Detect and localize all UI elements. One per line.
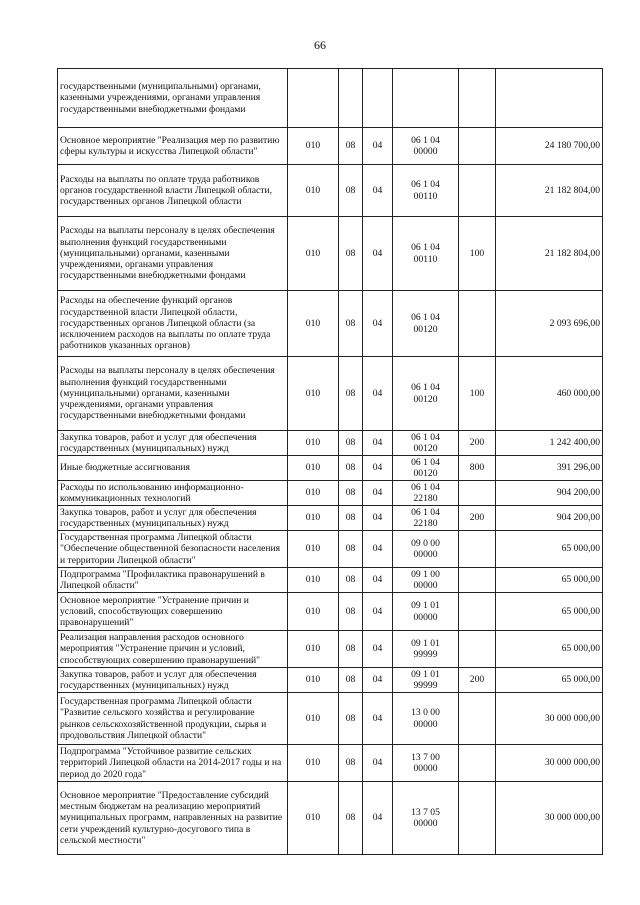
page-number: 66 — [314, 38, 326, 52]
amount: 904 200,00 — [496, 506, 603, 531]
subsection-code: 04 — [363, 431, 393, 456]
target-code: 06 1 04 00120 — [393, 291, 459, 357]
table-row — [58, 745, 603, 782]
amount: 65 000,00 — [496, 568, 603, 593]
expense-type-code: 100 — [459, 217, 496, 291]
section-code: 08 — [339, 593, 363, 631]
ministry-code: 010 — [288, 456, 339, 481]
amount: 24 180 700,00 — [496, 128, 603, 165]
table-row — [58, 217, 603, 291]
table-row — [58, 693, 603, 745]
target-code: 13 7 05 00000 — [393, 782, 459, 855]
target-code: 06 1 04 22180 — [393, 506, 459, 531]
row-name: Иные бюджетные ассигнования — [58, 456, 288, 481]
target-code — [393, 69, 459, 128]
row-name: Основное мероприятие "Предоставление субсидий местным бюджетам на реализацию мероприятий муниципальных программ, направленных на развитие сети учреждений культурно-досугового типа в сельской местности" — [58, 782, 288, 855]
subsection-code: 04 — [363, 357, 393, 431]
target-code: 06 1 04 00120 — [393, 431, 459, 456]
row-name: Основное мероприятие "Реализация мер по развитию сферы культуры и искусства Липецкой области" — [58, 128, 288, 165]
ministry-code: 010 — [288, 165, 339, 217]
section-code: 08 — [339, 668, 363, 693]
subsection-code: 04 — [363, 668, 393, 693]
row-name: Основное мероприятие "Устранение причин и условий, способствующих совершению правонарушений" — [58, 593, 288, 631]
expense-type-code — [459, 593, 496, 631]
expense-type-code — [459, 568, 496, 593]
table-row — [58, 568, 603, 593]
section-code: 08 — [339, 506, 363, 531]
ministry-code: 010 — [288, 568, 339, 593]
ministry-code: 010 — [288, 217, 339, 291]
subsection-code: 04 — [363, 782, 393, 855]
expense-type-code — [459, 531, 496, 568]
table-row — [58, 357, 603, 431]
target-code: 09 1 00 00000 — [393, 568, 459, 593]
section-code: 08 — [339, 165, 363, 217]
expense-type-code — [459, 165, 496, 217]
ministry-code: 010 — [288, 668, 339, 693]
row-name: Государственная программа Липецкой области "Обеспечение общественной безопасности населения и территории Липецкой области" — [58, 531, 288, 568]
section-code: 08 — [339, 128, 363, 165]
target-code: 06 1 04 00120 — [393, 456, 459, 481]
section-code: 08 — [339, 481, 363, 506]
ministry-code: 010 — [288, 506, 339, 531]
expense-type-code — [459, 69, 496, 128]
amount: 21 182 804,00 — [496, 217, 603, 291]
subsection-code: 04 — [363, 165, 393, 217]
row-name: Реализация направления расходов основного мероприятия "Устранение причин и условий, способствующих совершению правонарушений" — [58, 631, 288, 668]
ministry-code: 010 — [288, 593, 339, 631]
ministry-code: 010 — [288, 357, 339, 431]
target-code: 09 0 00 00000 — [393, 531, 459, 568]
row-name: Расходы на обеспечение функций органов государственной власти Липецкой области, государственных органов Липецкой области (за исключением расходов на выплаты по оплате труда работников указанных органов) — [58, 291, 288, 357]
ministry-code — [288, 69, 339, 128]
subsection-code: 04 — [363, 745, 393, 782]
target-code: 06 1 04 00000 — [393, 128, 459, 165]
amount: 65 000,00 — [496, 593, 603, 631]
amount: 65 000,00 — [496, 531, 603, 568]
section-code: 08 — [339, 631, 363, 668]
target-code: 09 1 01 99999 — [393, 668, 459, 693]
amount: 30 000 000,00 — [496, 745, 603, 782]
row-name: Государственная программа Липецкой области "Развитие сельского хозяйства и регулирование рынков сельскохозяйственной продукции, сырья и продовольствия Липецкой области" — [58, 693, 288, 745]
section-code: 08 — [339, 693, 363, 745]
section-code: 08 — [339, 456, 363, 481]
table-row — [58, 481, 603, 506]
table-row — [58, 128, 603, 165]
table-row — [58, 291, 603, 357]
amount: 30 000 000,00 — [496, 693, 603, 745]
amount: 21 182 804,00 — [496, 165, 603, 217]
ministry-code: 010 — [288, 631, 339, 668]
row-name: Закупка товаров, работ и услуг для обеспечения государственных (муниципальных) нужд — [58, 668, 288, 693]
section-code: 08 — [339, 431, 363, 456]
row-name: Расходы на выплаты персоналу в целях обеспечения выполнения функций государственными (муниципальными) органами, казенными учреждениями, органами управления государственными внебюджетными фондами — [58, 357, 288, 431]
row-name: Расходы на выплаты по оплате труда работников органов государственной власти Липецкой области, государственных органов Липецкой области — [58, 165, 288, 217]
section-code — [339, 69, 363, 128]
amount — [496, 69, 603, 128]
subsection-code: 04 — [363, 456, 393, 481]
expense-type-code: 200 — [459, 506, 496, 531]
subsection-code: 04 — [363, 217, 393, 291]
table-row — [58, 631, 603, 668]
expense-type-code — [459, 481, 496, 506]
row-name: Расходы на выплаты персоналу в целях обеспечения выполнения функций государственными (муниципальными) органами, казенными учреждениями, органами управления государственными внебюджетными фондами — [58, 217, 288, 291]
expense-type-code — [459, 631, 496, 668]
amount: 65 000,00 — [496, 668, 603, 693]
target-code: 13 0 00 00000 — [393, 693, 459, 745]
expense-type-code — [459, 128, 496, 165]
expense-type-code — [459, 291, 496, 357]
amount: 65 000,00 — [496, 631, 603, 668]
amount: 2 093 696,00 — [496, 291, 603, 357]
amount: 904 200,00 — [496, 481, 603, 506]
target-code: 09 1 01 99999 — [393, 631, 459, 668]
ministry-code: 010 — [288, 745, 339, 782]
row-name: государственными (муниципальными) органами, казенными учреждениями, органами управления государственными внебюджетными фондами — [58, 69, 288, 128]
subsection-code — [363, 69, 393, 128]
table-row — [58, 456, 603, 481]
ministry-code: 010 — [288, 693, 339, 745]
amount: 30 000 000,00 — [496, 782, 603, 855]
subsection-code: 04 — [363, 531, 393, 568]
expense-type-code: 200 — [459, 431, 496, 456]
ministry-code: 010 — [288, 481, 339, 506]
section-code: 08 — [339, 217, 363, 291]
target-code: 06 1 04 00110 — [393, 217, 459, 291]
ministry-code: 010 — [288, 291, 339, 357]
table-row — [58, 668, 603, 693]
subsection-code: 04 — [363, 568, 393, 593]
expense-type-code: 100 — [459, 357, 496, 431]
expense-type-code — [459, 693, 496, 745]
table-row — [58, 431, 603, 456]
table-row — [58, 782, 603, 855]
row-name: Подпрограмма "Профилактика правонарушений в Липецкой области" — [58, 568, 288, 593]
target-code: 06 1 04 00110 — [393, 165, 459, 217]
section-code: 08 — [339, 357, 363, 431]
subsection-code: 04 — [363, 128, 393, 165]
amount: 460 000,00 — [496, 357, 603, 431]
expense-type-code: 200 — [459, 668, 496, 693]
subsection-code: 04 — [363, 506, 393, 531]
target-code: 06 1 04 00120 — [393, 357, 459, 431]
row-name: Закупка товаров, работ и услуг для обеспечения государственных (муниципальных) нужд — [58, 431, 288, 456]
row-name: Закупка товаров, работ и услуг для обеспечения государственных (муниципальных) нужд — [58, 506, 288, 531]
table-row — [58, 69, 603, 128]
row-name: Расходы по использованию информационно-коммуникационных технологий — [58, 481, 288, 506]
section-code: 08 — [339, 745, 363, 782]
subsection-code: 04 — [363, 693, 393, 745]
amount: 391 296,00 — [496, 456, 603, 481]
target-code: 09 1 01 00000 — [393, 593, 459, 631]
ministry-code: 010 — [288, 431, 339, 456]
subsection-code: 04 — [363, 481, 393, 506]
table-row — [58, 593, 603, 631]
expense-type-code — [459, 745, 496, 782]
table-row — [58, 165, 603, 217]
budget-table — [57, 68, 603, 855]
subsection-code: 04 — [363, 593, 393, 631]
section-code: 08 — [339, 782, 363, 855]
row-name: Подпрограмма "Устойчивое развитие сельских территорий Липецкой области на 2014-2017 годы и на период до 2020 года" — [58, 745, 288, 782]
subsection-code: 04 — [363, 291, 393, 357]
ministry-code: 010 — [288, 782, 339, 855]
expense-type-code: 800 — [459, 456, 496, 481]
target-code: 13 7 00 00000 — [393, 745, 459, 782]
section-code: 08 — [339, 568, 363, 593]
target-code: 06 1 04 22180 — [393, 481, 459, 506]
subsection-code: 04 — [363, 631, 393, 668]
ministry-code: 010 — [288, 531, 339, 568]
table-row — [58, 506, 603, 531]
section-code: 08 — [339, 291, 363, 357]
table-row — [58, 531, 603, 568]
amount: 1 242 400,00 — [496, 431, 603, 456]
expense-type-code — [459, 782, 496, 855]
section-code: 08 — [339, 531, 363, 568]
ministry-code: 010 — [288, 128, 339, 165]
